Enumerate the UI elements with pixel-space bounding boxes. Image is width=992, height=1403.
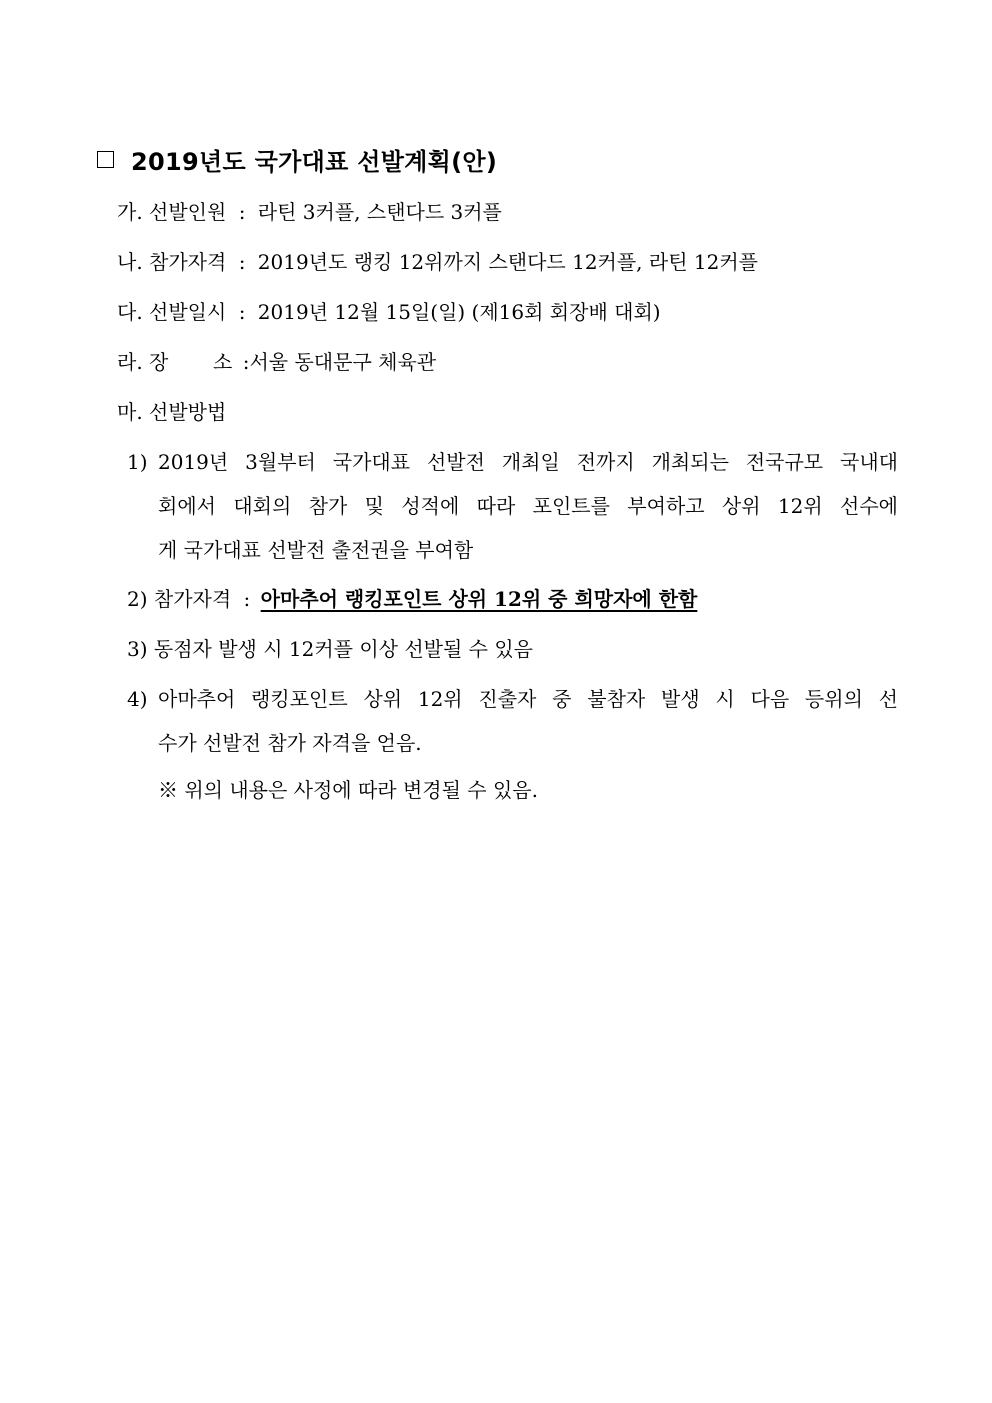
method-3 (127, 634, 533, 664)
method-1-line-2-text: 회에서 대회의 참가 및 성적에 따라 포인트를 부여하고 상위 12위 선수에 (158, 494, 898, 518)
item-value: 2019년도 랭킹 12위까지 스탠다드 12커플, 라틴 12커플 (257, 250, 758, 274)
item-value: 라틴 3커플, 스탠다드 3커플 (257, 200, 502, 224)
method-3-marker: 3) (127, 637, 148, 661)
method-1-line-1-text: 2019년 3월부터 국가대표 선발전 개최일 전까지 개최되는 전국규모 국내대 (158, 450, 898, 474)
method-1-marker: 1) (127, 450, 148, 474)
method-2-value: 아마추어 랭킹포인트 상위 12위 중 희망자에 한함 (260, 587, 698, 611)
item-label-first-char: 장 (149, 350, 169, 374)
item-marker: 나. (117, 250, 143, 274)
method-3-text: 동점자 발생 시 12커플 이상 선발될 수 있음 (153, 637, 533, 661)
item-value: 서울 동대문구 체육관 (249, 350, 437, 374)
item-separator: : (242, 350, 250, 374)
item-marker: 마. (117, 400, 143, 424)
item-marker: 라. (117, 350, 143, 374)
method-2-separator: : (243, 587, 251, 611)
checkbox-square-icon (97, 151, 114, 168)
item-separator: : (238, 250, 246, 274)
item-marker: 다. (117, 300, 143, 324)
method-4-line-1 (158, 684, 898, 714)
item-label: 선발방법 (149, 400, 227, 424)
method-4-marker: 4) (127, 687, 148, 711)
method-2 (127, 584, 697, 614)
item-marker: 가. (117, 200, 143, 224)
item-value: 2019년 12월 15일(일) (제16회 회장배 대회) (257, 300, 661, 324)
method-2-label: 참가자격 (153, 587, 232, 611)
item-venue (117, 347, 436, 377)
item-separator: : (238, 200, 246, 224)
method-2-marker: 2) (127, 587, 148, 611)
item-label: 선발인원 (149, 200, 227, 224)
item-schedule (117, 297, 661, 327)
item-label-second-char: 소 (213, 350, 233, 374)
method-4-line-1-text: 아마추어 랭킹포인트 상위 12위 진출자 중 불참자 발생 시 다음 등위의 선 (158, 687, 898, 711)
method-1-line-1 (158, 447, 898, 477)
item-eligibility (117, 247, 758, 277)
item-method (117, 397, 226, 427)
item-separator: : (238, 300, 246, 324)
item-label: 참가자격 (149, 250, 227, 274)
note-text: ※ 위의 내용은 사정에 따라 변경될 수 있음. (158, 778, 538, 802)
section-title (97, 142, 897, 176)
method-4-line-2: 수가 선발전 참가 자격을 얻음. (158, 731, 422, 755)
method-1-line-3: 게 국가대표 선발전 출전권을 부여함 (158, 538, 474, 562)
item-selection-count (117, 197, 502, 227)
section-title-text: 2019년도 국가대표 선발계획(안) (131, 147, 498, 176)
item-label: 선발일시 (149, 300, 227, 324)
method-1-line-2 (158, 491, 898, 521)
